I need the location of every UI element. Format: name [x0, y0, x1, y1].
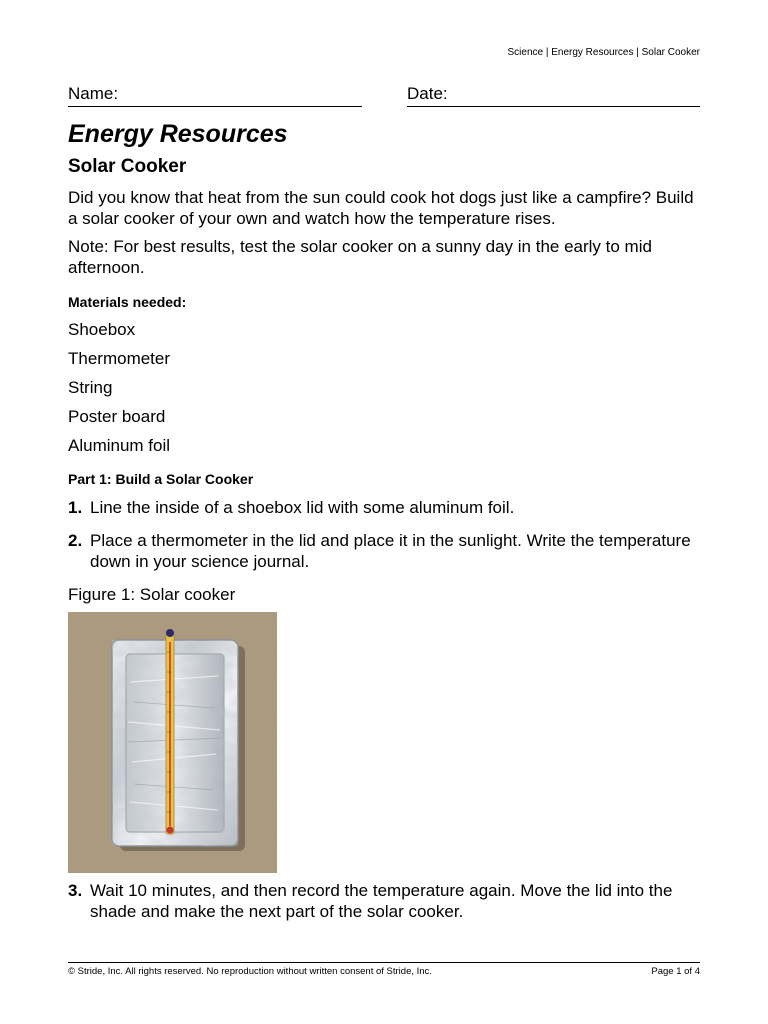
footer-divider: [68, 962, 700, 963]
list-item: Poster board: [68, 407, 166, 426]
list-item: Shoebox: [68, 320, 136, 339]
step-2: [68, 530, 700, 572]
figure-caption: Figure 1: Solar cooker: [68, 585, 236, 604]
list-item: String: [68, 378, 113, 397]
step-text: Line the inside of a shoebox lid with some aluminum foil.: [90, 498, 515, 517]
footer-page-number: Page 1 of 4: [651, 966, 700, 977]
step-number: 3.: [68, 881, 83, 900]
materials-heading: Materials needed:: [68, 294, 187, 310]
page-subtitle: Solar Cooker: [68, 156, 187, 177]
step-number: 1.: [68, 498, 83, 517]
name-label: Name:: [68, 84, 119, 103]
solar-cooker-photo: [68, 612, 277, 873]
step-number: 2.: [68, 531, 83, 550]
materials-list: [68, 319, 170, 464]
name-field[interactable]: [68, 84, 362, 107]
header-breadcrumb: Science | Energy Resources | Solar Cooker: [507, 47, 700, 58]
step-3: [68, 880, 700, 922]
step-text: Place a thermometer in the lid and place it in the sunlight. Write the temperature down in your science journal.: [90, 531, 691, 571]
list-item: Aluminum foil: [68, 436, 171, 455]
list-item: Thermometer: [68, 349, 171, 368]
part1-heading: Part 1: Build a Solar Cooker: [68, 471, 254, 487]
step-1: [68, 497, 700, 518]
note-paragraph: Note: For best results, test the solar cooker on a sunny day in the early to mid afternoon.: [68, 237, 652, 277]
step-text: Wait 10 minutes, and then record the temperature again. Move the lid into the shade and make the next part of the solar cooker.: [90, 881, 673, 921]
date-label: Date:: [407, 84, 448, 103]
intro-paragraph: Did you know that heat from the sun could cook hot dogs just like a campfire? Build a solar cooker of your own and watch how the temperature rises.: [68, 188, 694, 228]
page-title: Energy Resources: [68, 120, 288, 148]
footer-copyright: © Stride, Inc. All rights reserved. No reproduction without written consent of Stride, Inc.: [68, 966, 432, 977]
date-field[interactable]: [407, 84, 700, 107]
